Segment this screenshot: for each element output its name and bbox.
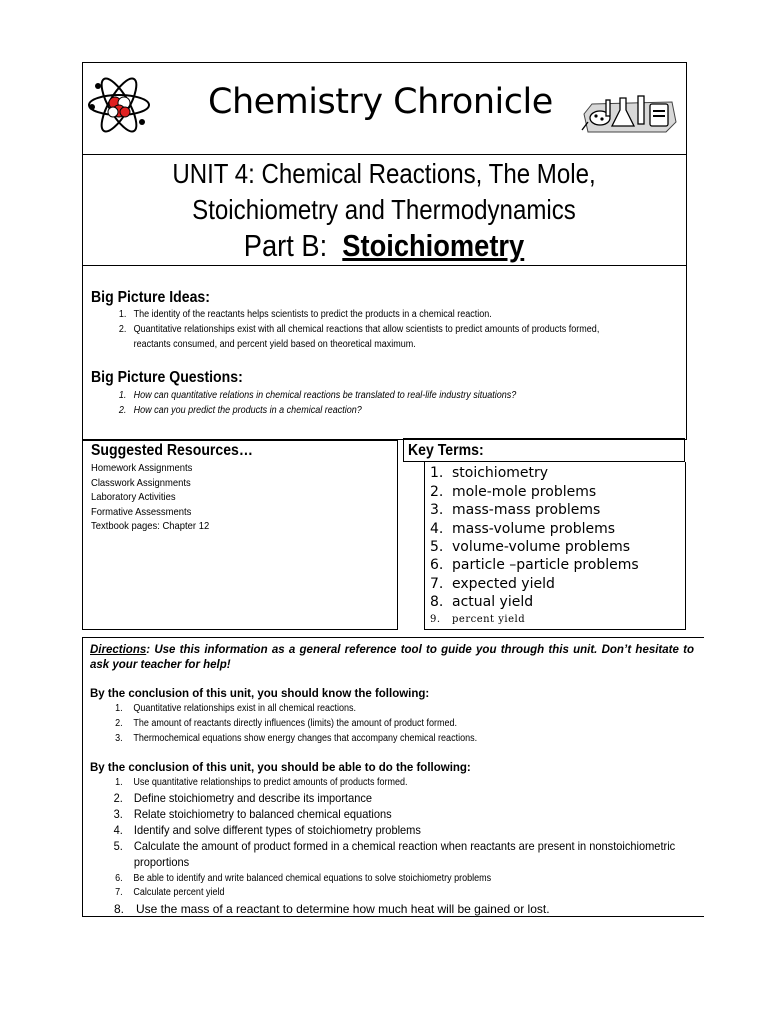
key-term-item: 2. mole-mole problems xyxy=(430,484,597,500)
directions-label: Directions xyxy=(90,644,147,656)
directions-body: : Use this information as a general reference tool to guide you through this unit. Don’t hesitate to ask your teacher for help! xyxy=(90,644,694,671)
lab-equipment-icon xyxy=(580,92,680,134)
key-terms-heading: Key Terms: xyxy=(408,442,484,459)
unit-title-line-1: UNIT 4: Chemical Reactions, The Mole, xyxy=(172,158,596,189)
big-picture-ideas-list xyxy=(112,307,692,352)
list-item: reactants consumed, and percent yield based on theoretical maximum. xyxy=(133,339,416,350)
key-term-item: 3. mass-mass problems xyxy=(430,502,601,518)
unit-title-line-2: Stoichiometry and Thermodynamics xyxy=(192,194,576,225)
key-term-item: 9. percent yield xyxy=(430,614,526,625)
directions-bottom-rule xyxy=(82,916,704,917)
suggested-resources-heading: Suggested Resources… xyxy=(91,442,253,459)
key-term-item: 1. stoichiometry xyxy=(430,465,549,481)
resource-item: Homework Assignments xyxy=(91,462,193,474)
part-prefix: Part B: xyxy=(243,228,343,263)
directions-left-rule xyxy=(82,637,83,916)
resource-item: Classwork Assignments xyxy=(91,477,191,489)
do-heading: By the conclusion of this unit, you should be able to do the following: xyxy=(90,762,471,774)
key-term-item: 7. expected yield xyxy=(430,576,555,592)
list-item: 1. The identity of the reactants helps scientists to predict the products in a chemical reaction. xyxy=(118,309,492,320)
know-heading: By the conclusion of this unit, you should know the following: xyxy=(90,688,430,700)
list-item: 1. How can quantitative relations in chemical reactions be translated to real-life industry situations? xyxy=(118,390,517,401)
atom-icon xyxy=(86,74,152,136)
key-term-item: 8. actual yield xyxy=(430,594,534,610)
directions-top-rule xyxy=(82,637,704,638)
resource-item: Formative Assessments xyxy=(91,506,192,518)
key-term-item: 4. mass-volume problems xyxy=(430,521,616,537)
page-title: Chemistry Chronicle xyxy=(208,82,553,122)
unit-part-title xyxy=(118,228,650,264)
big-picture-ideas-heading: Big Picture Ideas: xyxy=(91,289,210,306)
key-term-item: 5. volume-volume problems xyxy=(430,539,631,555)
big-picture-questions-list xyxy=(112,388,692,418)
resource-item: Laboratory Activities xyxy=(91,491,176,503)
directions-text xyxy=(90,643,694,673)
key-term-item: 6. particle –particle problems xyxy=(430,557,639,573)
big-picture-questions-heading: Big Picture Questions: xyxy=(91,369,243,386)
part-subject: Stoichiometry xyxy=(342,228,525,263)
header-divider xyxy=(82,154,687,155)
list-item: 2. How can you predict the products in a chemical reaction? xyxy=(118,405,362,416)
resource-item: Textbook pages: Chapter 12 xyxy=(91,520,210,532)
list-item: 2. Quantitative relationships exist with all chemical reactions that allow scientists to predict amounts of products formed, xyxy=(118,324,600,335)
unit-divider xyxy=(82,265,687,266)
